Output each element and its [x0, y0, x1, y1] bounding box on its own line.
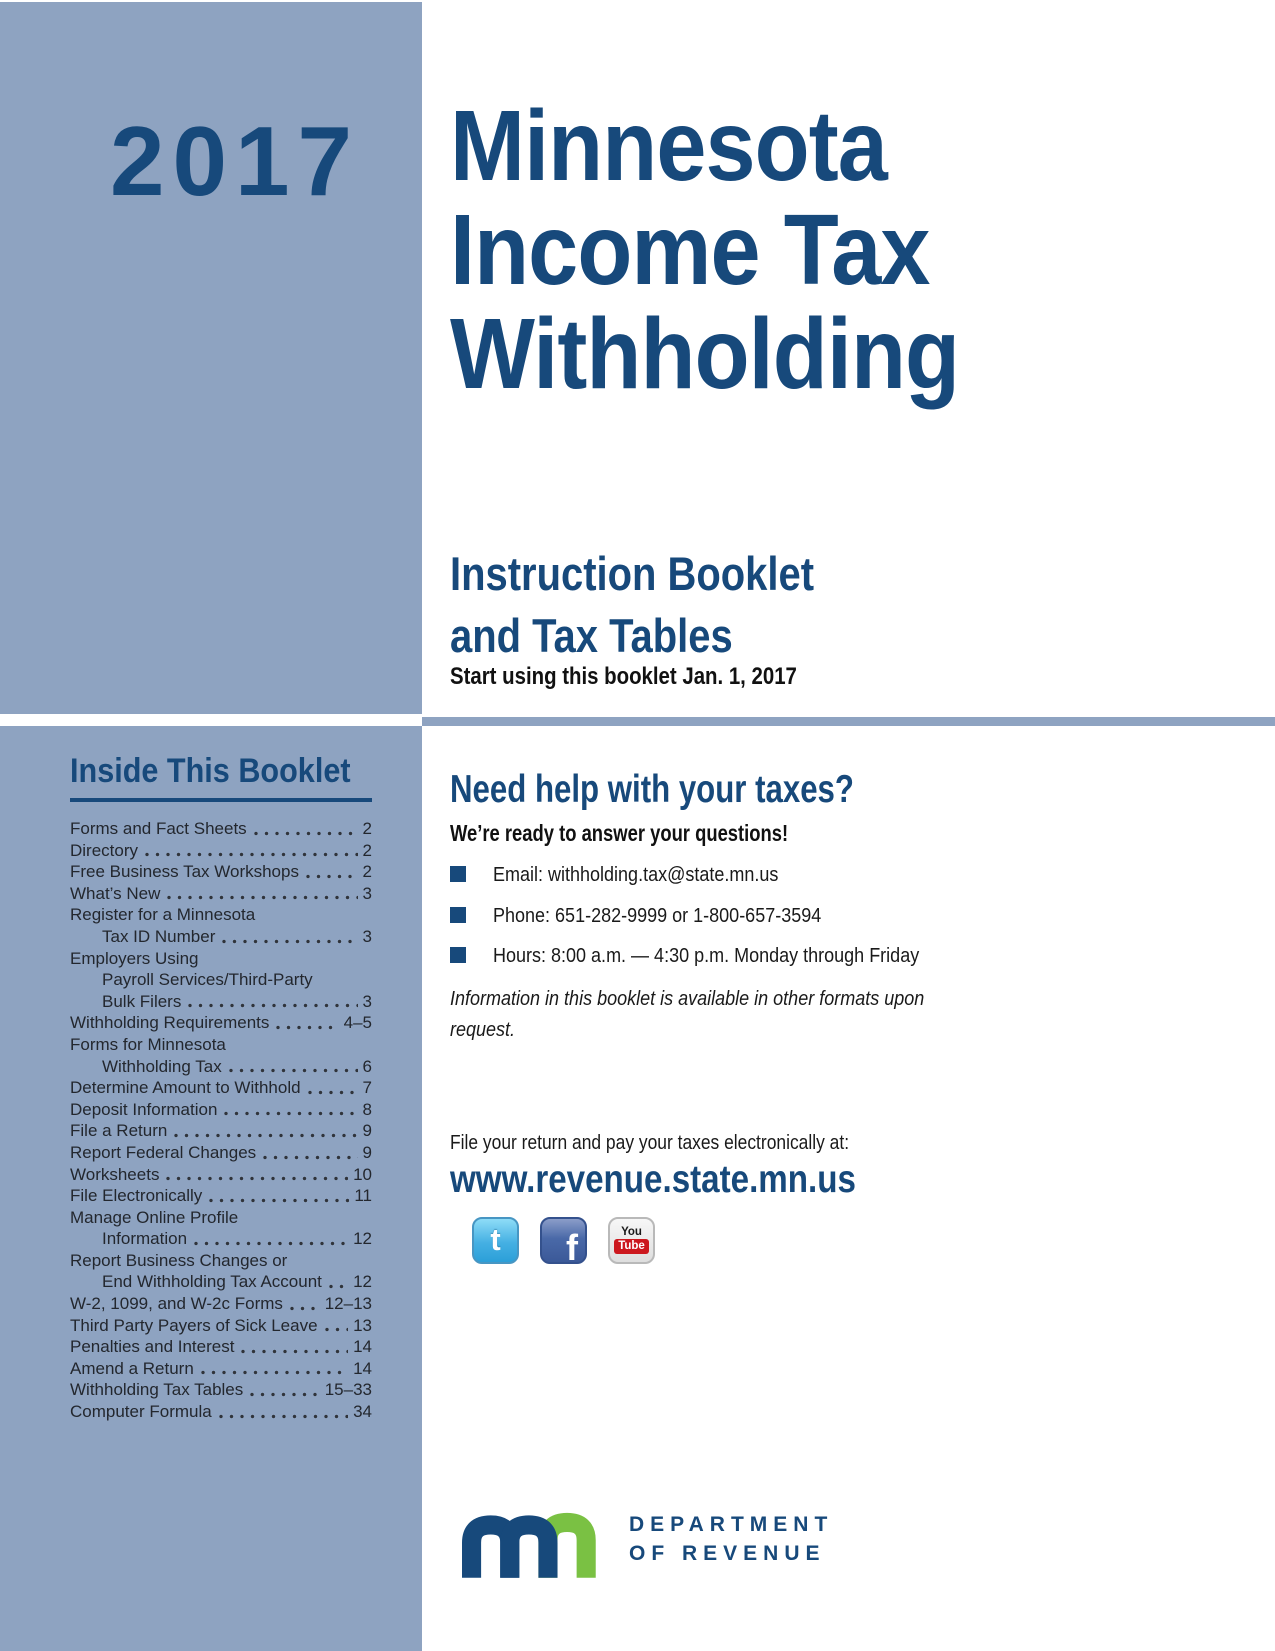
toc-dot-leader: [194, 1228, 348, 1250]
revenue-url-link[interactable]: www.revenue.state.mn.us: [450, 1158, 856, 1201]
toc-dot-leader: [188, 991, 357, 1013]
doc-title: [450, 90, 1016, 410]
toc-item: [70, 1336, 372, 1358]
toc-item: [70, 1293, 372, 1315]
year-label: 2017: [110, 106, 361, 216]
toc-page-number: 10: [353, 1164, 372, 1184]
toc-page-number: 14: [353, 1337, 372, 1357]
toc-line: [70, 1185, 372, 1207]
subtitle: [450, 543, 878, 667]
toc-dot-leader: [166, 1164, 348, 1186]
toc-page-number: 9: [362, 1121, 372, 1141]
toc-dot-leader: [219, 1401, 348, 1423]
toc-dot-leader: [308, 1077, 358, 1099]
toc-item: [70, 1120, 372, 1142]
toc-item: [70, 883, 372, 905]
toc-dot-leader: [290, 1293, 320, 1315]
toc-label: Penalties and Interest: [70, 1337, 235, 1357]
toc-item: [70, 1358, 372, 1380]
toc-dot-leader: [145, 840, 358, 862]
toc-item: [70, 1315, 372, 1337]
help-subheading: We’re ready to answer your questions!: [450, 820, 789, 846]
facebook-glyph: f: [566, 1227, 578, 1264]
toc-label: Report Federal Changes: [70, 1142, 257, 1162]
toc-label: Directory: [70, 840, 139, 860]
toc-heading: Inside This Booklet: [70, 752, 351, 790]
toc-item: [70, 904, 372, 947]
toc-item: [70, 1207, 372, 1250]
toc-label: Determine Amount to Withhold: [70, 1078, 301, 1098]
toc-label: Withholding Tax Tables: [70, 1380, 244, 1400]
toc-line: [70, 1293, 372, 1315]
table-of-contents: [70, 752, 372, 1423]
toc-line: [70, 1358, 372, 1380]
start-note: Start using this booklet Jan. 1, 2017: [450, 663, 797, 690]
subtitle-line: Instruction Booklet: [450, 547, 814, 600]
toc-line: [70, 1379, 372, 1401]
youtube-tube-badge: Tube: [614, 1239, 649, 1254]
divider-band: [422, 717, 1275, 726]
help-bullet-row: [450, 864, 1070, 888]
toc-page-number: 6: [362, 1056, 372, 1076]
toc-item: [70, 1034, 372, 1077]
department-of-revenue-label: [629, 1510, 833, 1568]
toc-page-number: 11: [354, 1186, 372, 1206]
toc-line: [70, 1228, 372, 1250]
toc-item: [70, 1077, 372, 1099]
toc-item: [70, 1099, 372, 1121]
toc-label: Withholding Tax: [102, 1056, 222, 1076]
mn-logo: [462, 1512, 597, 1583]
toc-line: [70, 1164, 372, 1186]
toc-dot-leader: [222, 926, 357, 948]
toc-item: [70, 1379, 372, 1401]
formats-note: Information in this booklet is available in other formats upon request.: [450, 988, 925, 1041]
toc-line: [70, 1077, 372, 1099]
toc-list: [70, 818, 372, 1423]
toc-dot-leader: [276, 1012, 338, 1034]
toc-label: Computer Formula: [70, 1402, 212, 1422]
toc-page-number: 9: [362, 1142, 372, 1162]
toc-line: Register for a Minnesota: [70, 905, 256, 925]
toc-page-number: 14: [353, 1358, 372, 1378]
toc-label: Forms and Fact Sheets: [70, 819, 247, 838]
toc-page-number: 3: [362, 883, 372, 903]
bullet-square-icon: [450, 866, 466, 882]
toc-line: [70, 1336, 372, 1358]
toc-label: Tax ID Number: [102, 926, 216, 946]
toc-page-number: 7: [362, 1078, 372, 1098]
toc-page-number: 12: [353, 1272, 372, 1292]
toc-page-number: 2: [362, 819, 372, 838]
youtube-you-label: You: [621, 1226, 642, 1238]
toc-line: [70, 840, 372, 862]
toc-dot-leader: [241, 1336, 348, 1358]
help-bullet-text: Phone: 651-282-9999 or 1-800-657-3594: [493, 904, 822, 927]
toc-label: File a Return: [70, 1121, 168, 1141]
toc-dot-leader: [263, 1142, 357, 1164]
twitter-icon[interactable]: [472, 1217, 519, 1264]
toc-label: Deposit Information: [70, 1099, 218, 1119]
toc-label: Third Party Payers of Sick Leave: [70, 1315, 318, 1335]
toc-line: [70, 1012, 372, 1034]
toc-line: [70, 1056, 372, 1078]
doc-title-line: Withholding: [450, 298, 960, 410]
help-heading: Need help with your taxes?: [450, 768, 854, 811]
toc-item: [70, 818, 372, 840]
help-bullet-text: Hours: 8:00 a.m. — 4:30 p.m. Monday through Friday: [493, 945, 920, 967]
toc-label: Worksheets: [70, 1164, 160, 1184]
doc-title-line: Minnesota: [450, 90, 887, 202]
toc-line: [70, 1315, 372, 1337]
subtitle-line: and Tax Tables: [450, 609, 733, 662]
toc-line: [70, 818, 372, 840]
toc-page-number: 34: [353, 1402, 372, 1422]
help-bullet-list: [450, 864, 1070, 986]
toc-line: [70, 1120, 372, 1142]
toc-label: Information: [102, 1229, 188, 1249]
toc-dot-leader: [325, 1315, 349, 1337]
toc-line: [70, 1142, 372, 1164]
bullet-square-icon: [450, 947, 466, 963]
toc-item: [70, 840, 372, 862]
efile-lead: File your return and pay your taxes electronically at:: [450, 1131, 850, 1154]
toc-page-number: 3: [362, 926, 372, 946]
toc-dot-leader: [329, 1271, 348, 1293]
toc-item: [70, 861, 372, 883]
toc-line: [70, 1099, 372, 1121]
doc-title-line: Income Tax: [450, 194, 930, 306]
dept-line: OF REVENUE: [629, 1542, 826, 1565]
youtube-icon[interactable]: [608, 1217, 655, 1264]
dept-line: DEPARTMENT: [629, 1513, 834, 1536]
toc-item: [70, 1164, 372, 1186]
toc-label: File Electronically: [70, 1186, 203, 1206]
social-icons: [472, 1217, 655, 1264]
toc-item: [70, 948, 372, 1013]
toc-line: [70, 883, 372, 905]
toc-item: [70, 1401, 372, 1423]
toc-label: Amend a Return: [70, 1358, 194, 1378]
toc-dot-leader: [224, 1099, 357, 1121]
toc-line: Forms for Minnesota: [70, 1034, 226, 1054]
toc-item: [70, 1012, 372, 1034]
facebook-icon[interactable]: [540, 1217, 587, 1264]
toc-page-number: 15–33: [324, 1380, 372, 1400]
toc-page-number: 12–13: [324, 1294, 372, 1314]
sidebar-gap-band: [0, 714, 422, 726]
toc-label: Withholding Requirements: [70, 1013, 270, 1033]
toc-page-number: 3: [362, 991, 372, 1011]
toc-dot-leader: [250, 1379, 319, 1401]
toc-line: Payroll Services/Third-Party: [102, 970, 313, 990]
help-bullet-row: [450, 905, 1070, 929]
toc-item: [70, 1142, 372, 1164]
toc-line: [70, 861, 372, 883]
toc-dot-leader: [167, 883, 357, 905]
help-bullet-row: [450, 945, 1070, 969]
toc-line: [70, 1271, 372, 1293]
toc-page-number: 13: [353, 1315, 372, 1335]
toc-page-number: 4–5: [343, 1013, 372, 1033]
toc-dot-leader: [306, 861, 358, 883]
toc-dot-leader: [229, 1056, 358, 1078]
toc-dot-leader: [254, 818, 358, 840]
toc-label: Bulk Filers: [102, 991, 182, 1011]
bullet-square-icon: [450, 907, 466, 923]
toc-page-number: 12: [353, 1229, 372, 1249]
toc-dot-leader: [201, 1358, 348, 1380]
toc-line: [70, 926, 372, 948]
toc-line: [70, 1401, 372, 1423]
toc-line: Manage Online Profile: [70, 1207, 239, 1227]
twitter-glyph: t: [490, 1221, 501, 1257]
toc-dot-leader: [174, 1120, 357, 1142]
toc-page-number: 2: [362, 862, 372, 882]
toc-label: End Withholding Tax Account: [102, 1272, 322, 1292]
toc-label: W-2, 1099, and W-2c Forms: [70, 1294, 283, 1314]
toc-item: [70, 1250, 372, 1293]
toc-line: Report Business Changes or: [70, 1250, 288, 1270]
toc-line: Employers Using: [70, 948, 199, 968]
toc-item: [70, 1185, 372, 1207]
toc-label: What’s New: [70, 883, 161, 903]
toc-line: [70, 991, 372, 1013]
toc-page-number: 2: [362, 840, 372, 860]
toc-page-number: 8: [362, 1099, 372, 1119]
toc-underline: [70, 798, 372, 802]
toc-label: Free Business Tax Workshops: [70, 862, 299, 882]
help-bullet-text: Email: withholding.tax@state.mn.us: [493, 864, 779, 886]
toc-dot-leader: [209, 1185, 349, 1207]
